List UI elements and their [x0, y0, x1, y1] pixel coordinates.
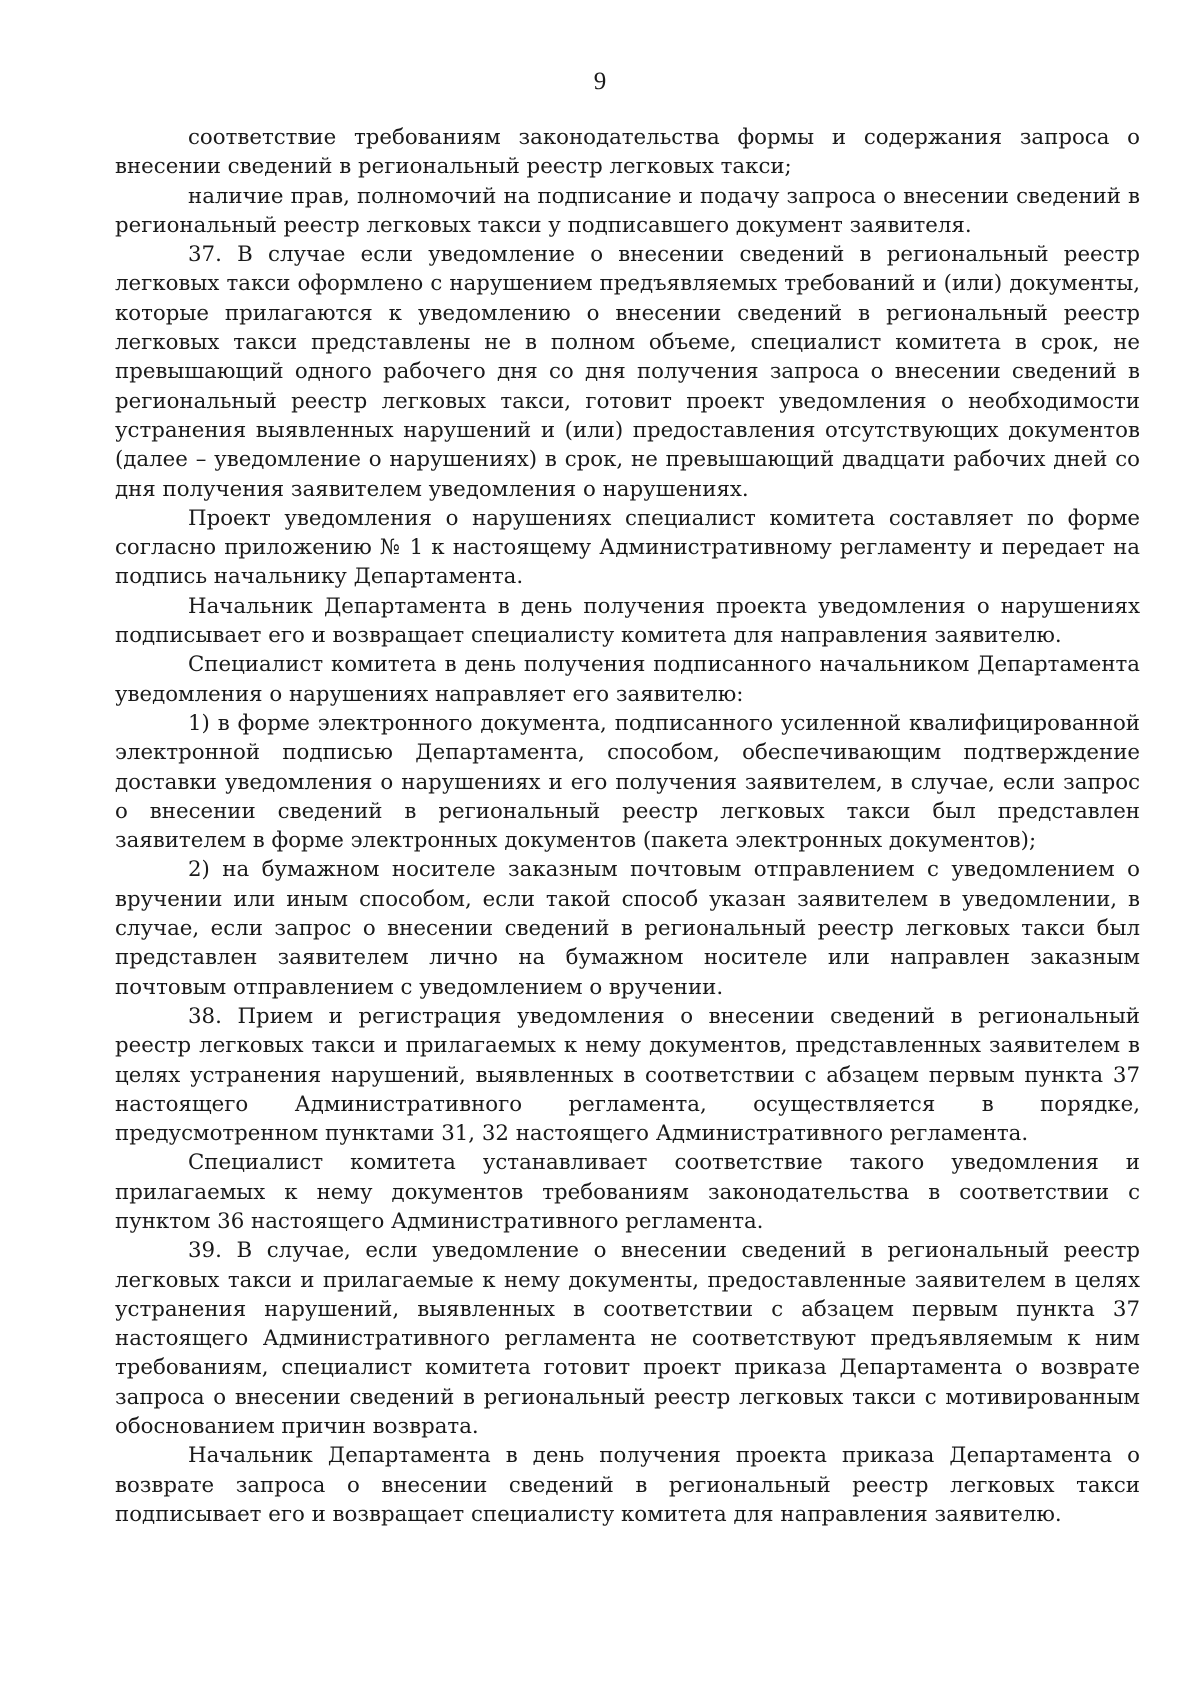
- paragraph: Специалист комитета устанавливает соответствие такого уведомления и прилагаемых к нему документов требованиям законодательства в соответствии с пунктом 36 настоящего Административного регламента.: [115, 1150, 1140, 1234]
- paragraph: 2) на бумажном носителе заказным почтовым отправлением с уведомлением о вручении или иным способом, если такой способ указан заявителем в уведомлении, в случае, если запрос о внесении сведений в региональный реестр легковых такси был представлен заявителем лично на бумажном носителе или направлен заказным почтовым отправлением с уведомлением о вручении.: [115, 857, 1140, 1000]
- page-number: 9: [593, 68, 607, 95]
- paragraph: 38. Прием и регистрация уведомления о внесении сведений в региональный реестр легковых такси и прилагаемых к нему документов, представленных заявителем в целях устранения нарушений, выявленных в соответствии с абзацем первым пункта 37 настоящего Административного регламента, осуществляется в порядке, предусмотренном пунктами 31, 32 настоящего Административного регламента.: [115, 1003, 1140, 1147]
- paragraph: Проект уведомления о нарушениях специалист комитета составляет по форме согласно приложению № 1 к настоящему Административному регламенту и передает на подпись начальнику Департамента.: [115, 505, 1140, 590]
- paragraph: Специалист комитета в день получения подписанного начальником Департамента уведомления о нарушениях направляет его заявителю:: [115, 652, 1140, 707]
- paragraph: 37. В случае если уведомление о внесении сведений в региональный реестр легковых такси оформлено с нарушением предъявляемых требований и (или) документы, которые прилагаются к уведомлению о внесении сведений в региональный реестр легковых такси представлены не в полном объеме, специалист комитета в срок, не превышающий одного рабочего дня со дня получения запроса о внесении сведений в региональный реестр легковых такси, готовит проект уведомления о необходимости устранения выявленных нарушений и (или) предоставления отсутствующих документов (далее – уведомление о нарушениях) в срок, не превышающий двадцати рабочих дней со дня получения заявителем уведомления о нарушениях.: [115, 242, 1140, 502]
- paragraph: Начальник Департамента в день получения проекта приказа Департамента о возврате запроса о внесении сведений в региональный реестр легковых такси подписывает его и возвращает специалисту комитета для направления заявителю.: [115, 1443, 1140, 1527]
- paragraph: 39. В случае, если уведомление о внесении сведений в региональный реестр легковых такси и прилагаемые к нему документы, предоставленные заявителем в целях устранения нарушений, выявленных в соответствии с абзацем первым пункта 37 настоящего Административного регламента не соответствуют предъявляемым к ним требованиям, специалист комитета готовит проект приказа Департамента о возврате запроса о внесении сведений в региональный реестр легковых такси с мотивированным обоснованием причин возврата.: [115, 1238, 1140, 1440]
- paragraph: Начальник Департамента в день получения проекта уведомления о нарушениях подписывает его и возвращает специалисту комитета для направления заявителю.: [115, 593, 1140, 649]
- paragraph: наличие прав, полномочий на подписание и подачу запроса о внесении сведений в региональный реестр легковых такси у подписавшего документ заявителя.: [115, 183, 1140, 238]
- paragraph: 1) в форме электронного документа, подписанного усиленной квалифицированной электронной подписью Департамента, способом, обеспечивающим подтверждение доставки уведомления о нарушениях и его получения заявителем, в случае, если запрос о внесении сведений в региональный реестр легковых такси был представлен заявителем в форме электронных документов (пакета электронных документов);: [115, 710, 1140, 854]
- document-body: [115, 123, 1140, 1529]
- paragraph: соответствие требованиям законодательства формы и содержания запроса о внесении сведений в региональный реестр легковых такси;: [115, 125, 1140, 180]
